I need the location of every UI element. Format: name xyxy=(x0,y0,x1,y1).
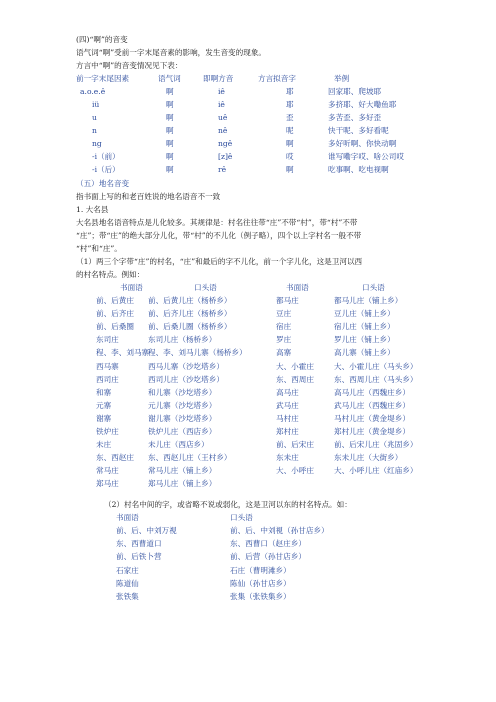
table-cell: 多好听啊、你快动啊 xyxy=(328,139,397,148)
section5-heading: （五）地名音变 xyxy=(76,179,130,188)
table-cell: 东司儿庄（杨桥乡） xyxy=(148,335,217,345)
table-cell: 啊 xyxy=(166,87,174,96)
table-cell: rê xyxy=(218,165,227,174)
table-cell: 元寨 xyxy=(96,400,112,410)
table-cell: 谢寨 xyxy=(96,413,112,423)
table-cell: 谢儿寨（沙圪塔乡） xyxy=(148,413,217,423)
table-cell: 前、后黄儿庄（杨桥乡） xyxy=(148,296,232,305)
table-cell: 前、后宋庄 xyxy=(276,440,314,450)
column-header: 口头语 xyxy=(230,513,253,522)
table-cell: 前、后、中刘万視 xyxy=(116,526,177,535)
table-cell: iê xyxy=(218,87,225,96)
table-cell: 和儿寨（沙圪塔乡） xyxy=(148,387,217,397)
paragraph-line: “村”和“庄”。 xyxy=(76,244,122,253)
table-cell: 耶 xyxy=(286,100,294,109)
table-cell: 程、李、刘马儿寨（杨桥乡） xyxy=(148,348,247,358)
column-header: 书面语 xyxy=(120,283,143,292)
paragraph-line: （1）两三个字带“庄”的村名，“庄”和最后的字不儿化，前一个字儿化，这是卫河以西 xyxy=(76,257,363,266)
table-cell: 郑村庄 xyxy=(276,427,299,436)
table-cell: 宿儿庄（铺上乡） xyxy=(334,322,395,332)
paragraph-line: （2）村名中间的字，或省略不说或弱化，这是卫河以东的村名特点。如： xyxy=(104,500,352,509)
table-cell: 都马庄 xyxy=(276,296,299,305)
table-cell: 豆庄 xyxy=(276,309,292,319)
table-cell: 郑村儿庄（黄金堤乡） xyxy=(334,427,410,436)
table-cell: 前、后齐庄 xyxy=(96,309,134,319)
table-cell: iü xyxy=(92,100,100,109)
table-cell: 西马儿寨（沙圪塔乡） xyxy=(148,361,224,371)
table-cell: 武马庄 xyxy=(276,400,299,410)
table-header-cell: 前一字末尾因素 xyxy=(76,74,130,83)
table-cell: 西司儿庄（沙圪塔乡） xyxy=(148,374,224,384)
table-cell: 宿庄 xyxy=(276,322,292,332)
table-cell: 罗儿庄（铺上乡） xyxy=(334,335,395,345)
table-cell: 啊 xyxy=(166,139,174,148)
table-cell: 陈仙（孙甘店乡） xyxy=(230,578,291,588)
table-cell: 常马庄 xyxy=(96,466,119,476)
table-cell: 和寨 xyxy=(96,387,112,397)
table-cell: 罗庄 xyxy=(276,335,292,345)
table-cell: 啊 xyxy=(286,139,294,148)
table-cell: 高儿寨（铺上乡） xyxy=(334,348,395,358)
table-cell: 铁炉庄 xyxy=(96,427,119,436)
table-cell: 高寨 xyxy=(276,348,292,358)
section4-heading: (四)“啊”的音变 xyxy=(76,35,128,44)
table-cell: 东、西周庄 xyxy=(276,374,314,384)
table-cell: 元儿寨（沙圪塔乡） xyxy=(148,400,217,410)
paragraph-line: 的村名特点。例如： xyxy=(76,270,145,279)
table-cell: 前、后铁卜营 xyxy=(116,552,162,562)
table-cell: [z]ê xyxy=(218,152,233,161)
table-cell: -i（前） xyxy=(92,152,120,161)
column-header: 书面语 xyxy=(286,283,309,292)
table-cell: 未儿庄（西店乡） xyxy=(148,440,209,450)
table-cell: 东未儿庄（大街乡） xyxy=(334,453,403,463)
table-cell: 东、西周儿庄（马头乡） xyxy=(334,374,418,384)
table-cell: 豆儿庄（铺上乡） xyxy=(334,309,395,319)
table-cell: 前、后宋儿庄（兆固乡） xyxy=(334,440,418,450)
table-cell: 前、后营（孙甘店乡） xyxy=(230,552,306,562)
table-cell: 快干呢、多好看呢 xyxy=(328,126,389,135)
table-cell: 未庄 xyxy=(96,440,112,450)
table-header-cell: 即啊方音 xyxy=(203,74,234,83)
table-cell: uê xyxy=(218,113,228,122)
table-cell: 呢 xyxy=(286,126,294,135)
table-cell: ngê xyxy=(218,139,233,148)
table-cell: 程、李、刘马寨 xyxy=(96,348,150,358)
table-cell: 东司庄 xyxy=(96,335,119,345)
table-cell: 常马儿庄（铺上乡） xyxy=(148,466,217,476)
table-cell: 前、后、中刘視（孙甘店乡） xyxy=(230,526,329,535)
section5-intro: 指书面上写的和老百姓说的地名语音不一致 xyxy=(76,192,221,201)
table-header-cell: 举例 xyxy=(334,74,350,83)
table-cell: 马村儿庄（黄金堤乡） xyxy=(334,413,410,423)
table-cell: 谁写嘞字哎、啥公司哎 xyxy=(328,152,404,161)
table-cell: 马村庄 xyxy=(276,413,299,423)
table-cell: 吃事啊、吃电视啊 xyxy=(328,165,389,174)
table-cell: 西司庄 xyxy=(96,374,119,384)
table-cell: 都马儿庄（铺上乡） xyxy=(334,296,403,305)
table-cell: 耶 xyxy=(286,87,294,96)
section5-subheading: 1. 大名县 xyxy=(76,205,109,214)
table-header-cell: 方言拟音字 xyxy=(258,74,296,83)
table-cell: 啊 xyxy=(166,126,174,135)
table-cell: 啊 xyxy=(166,152,174,161)
table-cell: 啊 xyxy=(166,113,174,122)
table-cell: 啊 xyxy=(286,165,294,174)
table-cell: 前、后齐儿庄（杨桥乡） xyxy=(148,309,232,319)
table-cell: 前、后桑儿圈（杨桥乡） xyxy=(148,322,232,332)
table-cell: 东、西赵庄 xyxy=(96,453,134,463)
column-header: 口头语 xyxy=(194,283,217,292)
table-cell: 武马儿庄（西魏庄乡） xyxy=(334,400,410,410)
paragraph-line: “庄”；带“庄”的绝大部分儿化，带“村”的不儿化（例子略），四个以上字村名一般不带 xyxy=(76,231,362,240)
table-cell: 石庄（曹明滩乡） xyxy=(230,565,291,575)
table-cell: 铁炉儿庄（西店乡） xyxy=(148,427,217,436)
table-header-cell: 语气词 xyxy=(158,74,181,83)
table-cell: nê xyxy=(218,126,228,135)
table-cell: 郑马庄 xyxy=(96,479,119,489)
table-cell: 哎 xyxy=(286,152,294,161)
paragraph-line: 大名县地名语音特点是儿化较多。其规律是：村名往往带“庄”不带“村”，带“村”不带 xyxy=(76,218,358,227)
table-cell: iê xyxy=(218,100,225,109)
table-cell: a.o.e.ê xyxy=(80,87,106,96)
section4-intro-1: 语气词“啊”受前一字末尾音素的影响，发生音变的现象。 xyxy=(76,48,267,57)
table-cell: 西马寨 xyxy=(96,361,119,371)
table-cell: 多挤耶、好大嘞鱼耶 xyxy=(328,100,397,109)
table-cell: 东、西曹口（赵庄乡） xyxy=(230,539,306,549)
table-cell: 石家庄 xyxy=(116,565,139,575)
table-cell: 大、小霍儿庄（马头乡） xyxy=(334,361,418,371)
table-cell: 前、后桑圈 xyxy=(96,322,134,332)
table-cell: 东、西赵儿庄（王村乡） xyxy=(148,453,232,463)
table-cell: 高马庄 xyxy=(276,387,299,397)
table-cell: 东、西曹道口 xyxy=(116,539,162,549)
table-cell: 大、小呼庄 xyxy=(276,466,314,476)
table-cell: ng xyxy=(92,139,102,148)
table-cell: 啊 xyxy=(166,165,174,174)
table-cell: 张铁集 xyxy=(116,592,139,601)
table-cell: 郑马儿庄（铺上乡） xyxy=(148,479,217,489)
table-cell: 东未庄 xyxy=(276,453,299,463)
table-cell: 高马儿庄（西魏庄乡） xyxy=(334,387,410,397)
table-cell: 张集（张铁集乡） xyxy=(230,592,291,601)
column-header: 口头语 xyxy=(362,283,385,292)
table-cell: 前、后黄庄 xyxy=(96,296,134,305)
table-cell: 歪 xyxy=(286,113,294,122)
table-cell: 陈道仙 xyxy=(116,578,139,588)
table-cell: u xyxy=(92,113,97,122)
table-cell: 回家耶、爬坡耶 xyxy=(328,87,382,96)
table-cell: 多苦歪、多好歪 xyxy=(328,113,382,122)
table-cell: -i（后） xyxy=(92,165,120,174)
column-header: 书面语 xyxy=(116,513,139,522)
table-cell: 大、小霍庄 xyxy=(276,361,314,371)
table-cell: n xyxy=(92,126,97,135)
table-cell: 啊 xyxy=(166,100,174,109)
section4-intro-2: 方言中“啊”的音变情况见下表： xyxy=(76,61,183,70)
table-cell: 大、小呼儿庄（红庙乡） xyxy=(334,466,418,476)
